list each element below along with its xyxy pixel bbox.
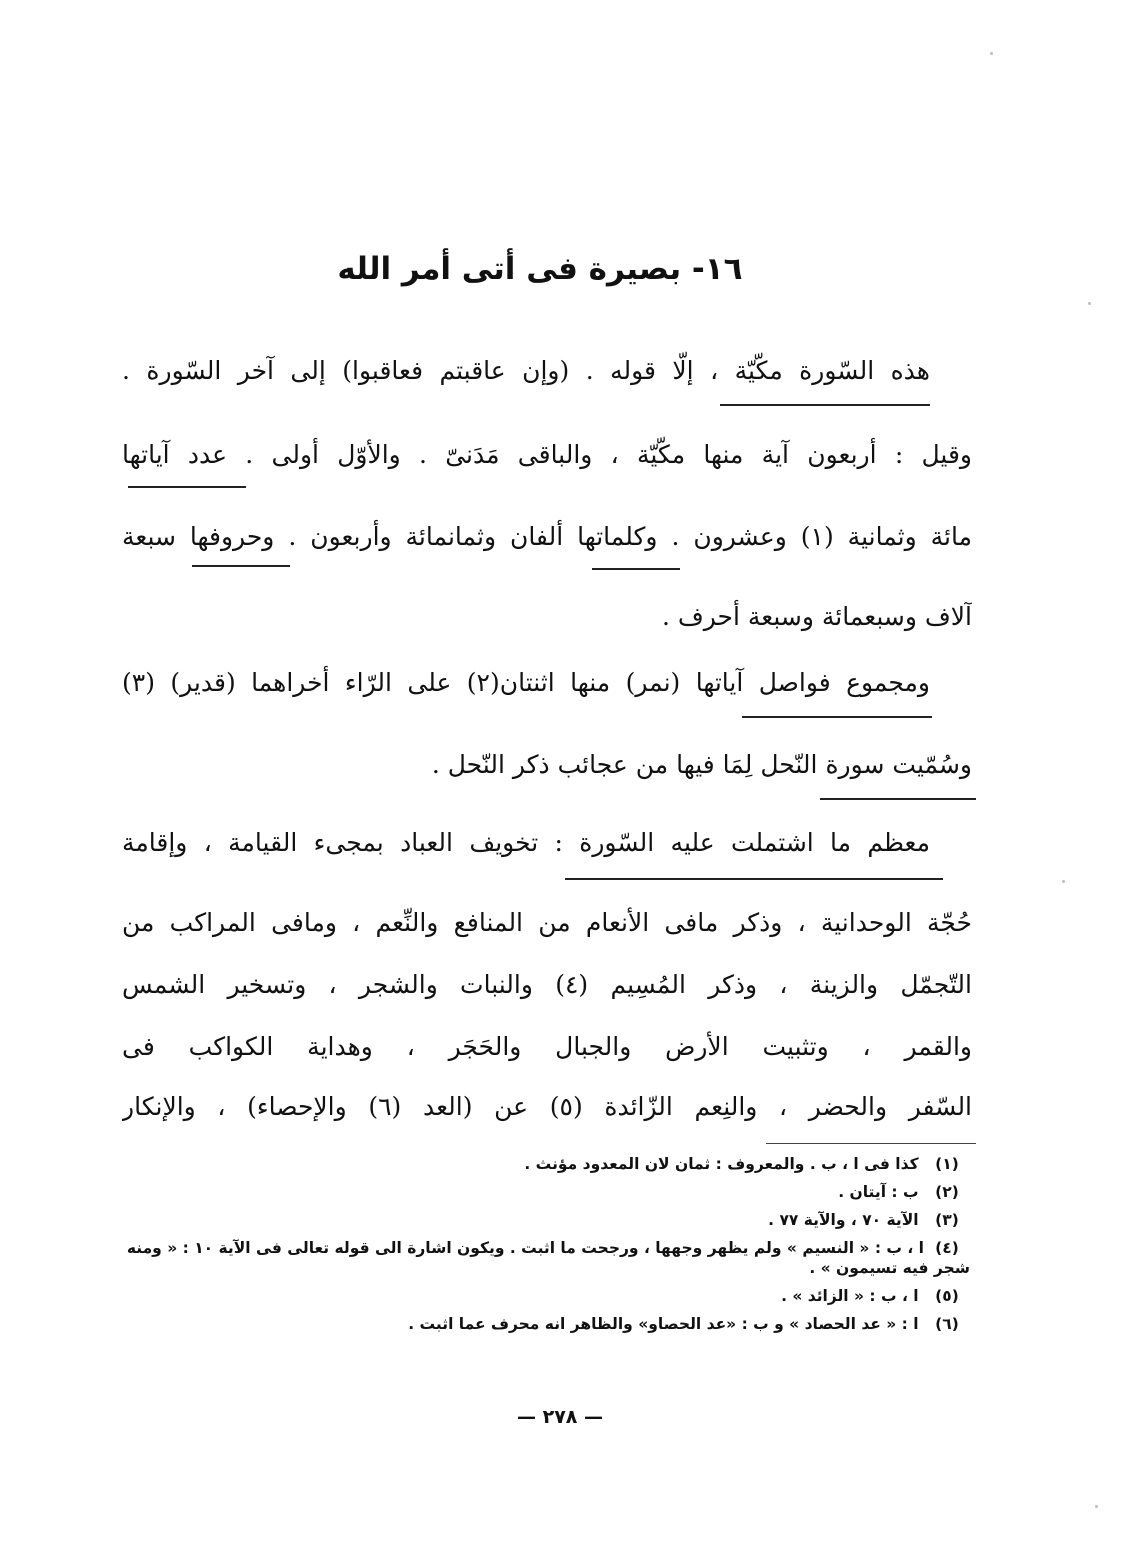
scan-speck (1062, 880, 1065, 883)
underline-mark (742, 716, 932, 718)
underline-mark (565, 878, 943, 880)
footnote-number: (٣) (935, 1211, 959, 1229)
footnote-2 (118, 1178, 970, 1206)
footnote-text: كذا فى ا ، ب . والمعروف : ثمان لان المعدود مؤنث . (524, 1155, 919, 1173)
page-number: — ٢٧٨ — (516, 1406, 604, 1428)
footnote-number: (٢) (935, 1183, 959, 1201)
text-line: والقمر ، وتثبيت الأرض والجبال والحَجَر ، وهداية الكواكب فى (122, 1032, 972, 1061)
footnote-text: ب : آيتان . (838, 1183, 919, 1201)
footnote-text: ا : « عد الحصاد » و ب : «عد الحصاو» والظاهر انه محرف عما اثبت . (408, 1315, 919, 1333)
scan-speck (1088, 302, 1091, 305)
footnote-number: (٥) (935, 1287, 959, 1305)
underline-mark (720, 404, 930, 406)
text-line: معظم ما اشتملت عليه السّورة : تخويف العباد بمجىء القيامة ، وإقامة (122, 828, 930, 857)
footnote-3 (118, 1206, 970, 1234)
chapter-heading: ١٦- بصيرة فى أتى أمر الله (337, 251, 743, 287)
text-line: السّفر والحضر ، والنِعم الزّائدة (٥) عن (العد (٦) والإحصاء) ، والإنكار (122, 1092, 972, 1121)
footnote-separator (766, 1143, 976, 1144)
text-line: التّجمّل والزينة ، وذكر المُسِيم (٤) والنبات والشجر ، وتسخير الشمس (122, 970, 972, 999)
underline-mark (592, 568, 680, 570)
text-line: وقيل : أربعون آية منها مكّيّة ، والباقى مَدَنىّ . والأوّل أولى . عدد آياتها (122, 440, 972, 469)
text-line: حُجّة الوحدانية ، وذكر مافى الأنعام من المنافع والنِّعم ، ومافى المراكب من (122, 908, 972, 937)
footnotes (118, 1150, 970, 1338)
footnote-text: ا ، ب : « النسيم » ولم يظهر وجهها ، ورجحت ما اثبت . ويكون اشارة الى قوله تعالى فى الآية ١٠ : « ومنه شجر فيه تسيمون » . (126, 1239, 970, 1277)
underline-mark (192, 565, 290, 567)
footnote-1 (118, 1150, 970, 1178)
footnote-6 (118, 1310, 970, 1338)
text-line: وسُمّيت سورة النّحل لِمَا فيها من عجائب ذكر النّحل . (431, 750, 972, 779)
footnote-5 (118, 1282, 970, 1310)
footnote-number: (٤) (935, 1239, 959, 1257)
scan-speck (1095, 1505, 1098, 1508)
footnote-text: ا ، ب : « الزائد » . (781, 1287, 919, 1305)
text-line: هذه السّورة مكّيّة ، إلّا قوله . (وإن عاقبتم فعاقبوا) إلى آخر السّورة . (122, 356, 930, 385)
underline-mark (128, 486, 246, 488)
footnote-text: الآية ٧٠ ، والآية ٧٧ . (768, 1211, 919, 1229)
footnote-number: (٦) (935, 1315, 959, 1333)
text-line: ومجموع فواصل آياتها (نمر) منها اثنتان(٢) على الرّاء أخراهما (قدير) (٣) (122, 668, 930, 697)
footnote-number: (١) (935, 1155, 959, 1173)
underline-mark (820, 798, 976, 800)
text-line: مائة وثمانية (١) وعشرون . وكلماتها ألفان وثمانمائة وأربعون . وحروفها سبعة (122, 522, 972, 551)
text-line: آلاف وسبعمائة وسبعة أحرف . (661, 602, 972, 631)
scan-speck (990, 52, 993, 55)
footnote-4 (118, 1234, 970, 1282)
